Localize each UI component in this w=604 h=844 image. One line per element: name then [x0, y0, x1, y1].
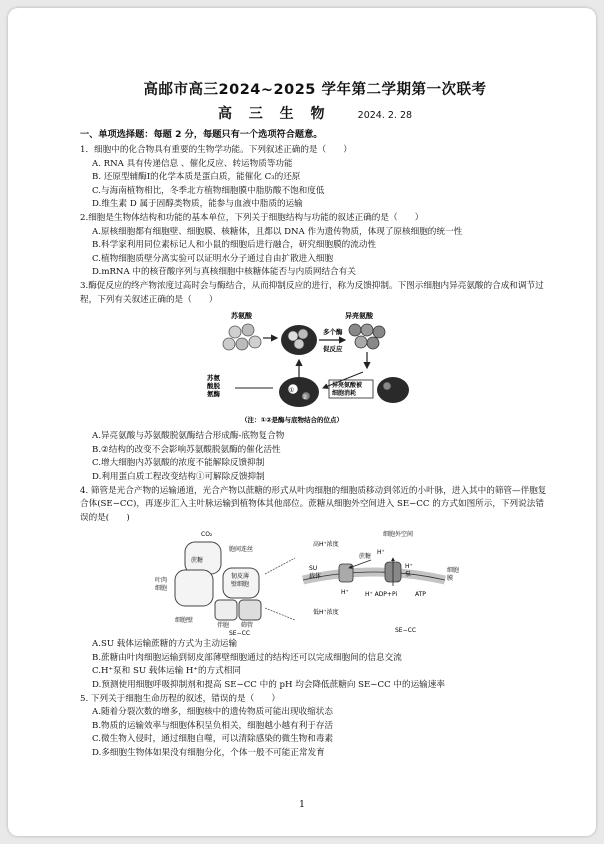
fig3-label-deaminase-2: 酸脱: [207, 382, 220, 391]
fig4-sucrose: 蔗糖: [191, 557, 204, 565]
fig4-co2: CO₂: [201, 531, 213, 539]
question-1: [80, 144, 550, 212]
fig4-adp: H⁺ ADP+Pi: [365, 591, 398, 599]
question-stem: 4. 筛管是光合产物的运输通道，光合产物以蔗糖的形式从叶肉细胞的细胞质移动到邻近的小叶脉，进入其中的筛管—伴胞复合体(SE−CC)，再逐步汇入主叶脉运输到植物体其他部位。蔗糖从细胞外空间进入 SE−CC 的方式如图所示，下列说法错误的是( ): [80, 485, 547, 523]
option-c: C.H⁺泵和 SU 载体运输 H⁺的方式相同: [92, 666, 241, 677]
question-5: [80, 693, 550, 761]
fig4-extracellular: 细胞外空间: [383, 531, 414, 539]
fig3-label-thr: 苏氨酸: [231, 312, 252, 321]
question-stem: 3.酶促反应的终产物浓度过高时会与酶结合，从而抑制反应的进行，称为反馈抑制。下图示细胞内异亮氨酸的合成和调节过程，下列有关叙述正确的是（ ）: [80, 280, 544, 305]
page-number: 1: [299, 800, 305, 810]
page-content: [80, 78, 550, 761]
option-d: D.多细胞生物体如果没有细胞分化，个体一般不可能正常发育: [92, 748, 325, 759]
fig4-cell-wall: 细胞壁: [175, 617, 194, 625]
threonine-molecules-icon: [223, 324, 261, 350]
fig4-companion: 伴胞: [217, 622, 230, 630]
fig3-label-consumed-2: 细胞消耗: [332, 390, 357, 398]
option-a: A.异亮氨酸与苏氨酸脱氨酶结合形成酶-底物复合物: [92, 431, 285, 442]
option-a: A.随着分裂次数的增多，细胞核中的遗传物质可能出现收缩状态: [92, 707, 333, 718]
sucrose-transport-figure: [145, 528, 485, 636]
fig3-label-ile: 异亮氨酸: [345, 312, 373, 321]
option-d: D.预测使用细胞呼吸抑制剂和提高 SE−CC 中的 pH 均会降低蔗糖向 SE−CC 中的运输速率: [92, 680, 445, 691]
fig3-marker-2: ②: [302, 394, 308, 402]
fig4-sucrose2: 蔗糖: [359, 553, 372, 561]
option-b: B. 还原型辅酶Ⅰ的化学本质是蛋白质，能催化 C₃的还原: [92, 172, 301, 183]
fig4-mesophyll-2: 细胞: [155, 585, 168, 593]
subtitle-row: [80, 103, 550, 123]
fig4-parenchyma-1: 韧皮薄: [231, 573, 250, 581]
fig3-label-enzymes: 多个酶: [323, 328, 343, 337]
option-b: B.②结构的改变不会影响苏氨酸脱氨酶的催化活性: [92, 444, 281, 455]
fig4-h-pump-2: 泵: [405, 571, 412, 579]
exam-title: 高邮市高三2024~2025 学年第二学期第一次联考: [143, 82, 487, 98]
exam-date: 2024. 2. 28: [357, 110, 413, 121]
fig4-su-2: 载体: [309, 573, 322, 581]
option-b: B.蔗糖由叶肉细胞运输到韧皮部薄壁细胞通过的结构还可以完成细胞间的信息交流: [92, 652, 402, 663]
fig4-secc2: SE−CC: [395, 627, 417, 635]
threonine-deaminase-enzyme-icon: [279, 377, 319, 407]
question-stem: 2.细胞是生物体结构和功能的基本单位，下列关于细胞结构与功能的叙述正确的是（ ）: [80, 212, 424, 223]
question-4: [80, 485, 550, 693]
section-heading: 一、单项选择题：每题 2 分，每题只有一个选项符合题意。: [80, 129, 323, 140]
option-c: C.与海南植物相比，冬季北方植物细胞膜中脂肪酸不饱和度低: [92, 185, 325, 196]
option-d: D.利用蛋白质工程改变结构①可解除反馈抑制: [92, 471, 265, 482]
option-a: A. RNA 具有传递信息 、催化反应、转运物质等功能: [92, 158, 293, 169]
fig3-note: （注：①②是酶与底物结合的位点）: [241, 416, 344, 425]
fig4-parenchyma-2: 壁细胞: [231, 581, 250, 589]
fig4-mesophyll-1: 叶肉: [155, 577, 168, 585]
fig4-membrane-1: 细胞: [447, 567, 460, 575]
option-a: A.SU 载体运输蔗糖的方式为主动运输: [92, 639, 238, 650]
fig4-h-pump-1: H⁺: [405, 563, 413, 571]
subject-title: 高 三 生 物: [217, 106, 331, 122]
option-d: D.mRNA 中的核苷酸序列与真核细胞中核糖体能否与内质网结合有关: [92, 267, 356, 278]
option-c: C.植物细胞质壁分离实验可以证明水分子通过自由扩散进入细胞: [92, 253, 334, 264]
cell-membrane-icon: [303, 572, 445, 580]
enzyme-feedback-figure: [195, 310, 435, 428]
enzyme-feedback-diagram: [195, 310, 435, 428]
fig4-low-h: 低H⁺浓度: [313, 609, 339, 617]
fig3-label-promote: 促反应: [323, 345, 343, 354]
fig4-membrane-2: 膜: [447, 575, 454, 583]
fig4-h-in: H⁺: [341, 589, 349, 597]
fig4-su-1: SU: [309, 565, 318, 573]
option-b: B.科学家利用同位素标记人和小鼠的细胞后进行融合，研究细胞膜的流动性: [92, 240, 377, 251]
question-3: [80, 280, 550, 485]
option-b: B.物质的运输效率与细胞体积呈负相关，细胞越小越有利于存活: [92, 720, 334, 731]
fig3-label-deaminase-1: 苏氨: [207, 374, 220, 383]
su-carrier-icon: [339, 564, 353, 582]
option-d: D.维生素 D 属于固醇类物质，能参与血液中脂质的运输: [92, 199, 303, 210]
fig3-label-deaminase-3: 氨酶: [207, 390, 220, 399]
option-c: C.微生物入侵时，通过细胞自噬，可以清除感染的微生物和毒素: [92, 734, 334, 745]
exam-page: [8, 8, 596, 836]
option-a: A.原核细胞都有细胞壁、细胞膜、核糖体，且都以 DNA 作为遗传物质，体现了原核细胞的统一性: [92, 226, 463, 237]
fig4-secc: SE−CC: [229, 630, 251, 637]
sucrose-transport-diagram: [145, 528, 485, 636]
isoleucine-molecules-icon: [349, 324, 385, 349]
question-stem: 5. 下列关于细胞生命历程的叙述，错误的是（ ）: [80, 693, 280, 704]
fig3-label-consumed-1: 异亮氨酸被: [332, 382, 363, 390]
fig4-hplus: H⁺: [377, 549, 385, 557]
fig4-plasmodesmata: 胞间连丝: [229, 546, 254, 554]
fig4-sieve: 筛管: [241, 622, 254, 630]
fig4-atp: ATP: [415, 591, 426, 599]
option-c: C.增大细胞内苏氨酸的浓度不能解除反馈抑制: [92, 458, 265, 469]
question-2: [80, 212, 550, 280]
isoleucine-bound-enzyme-icon: [377, 377, 409, 403]
enzyme-substrate-complex-icon: [281, 325, 317, 355]
question-stem: 1．细胞中的化合物具有重要的生物学功能。下列叙述正确的是（ ）: [80, 145, 352, 155]
fig4-high-h: 高H⁺浓度: [313, 541, 339, 549]
fig3-marker-1: ①: [289, 387, 295, 395]
